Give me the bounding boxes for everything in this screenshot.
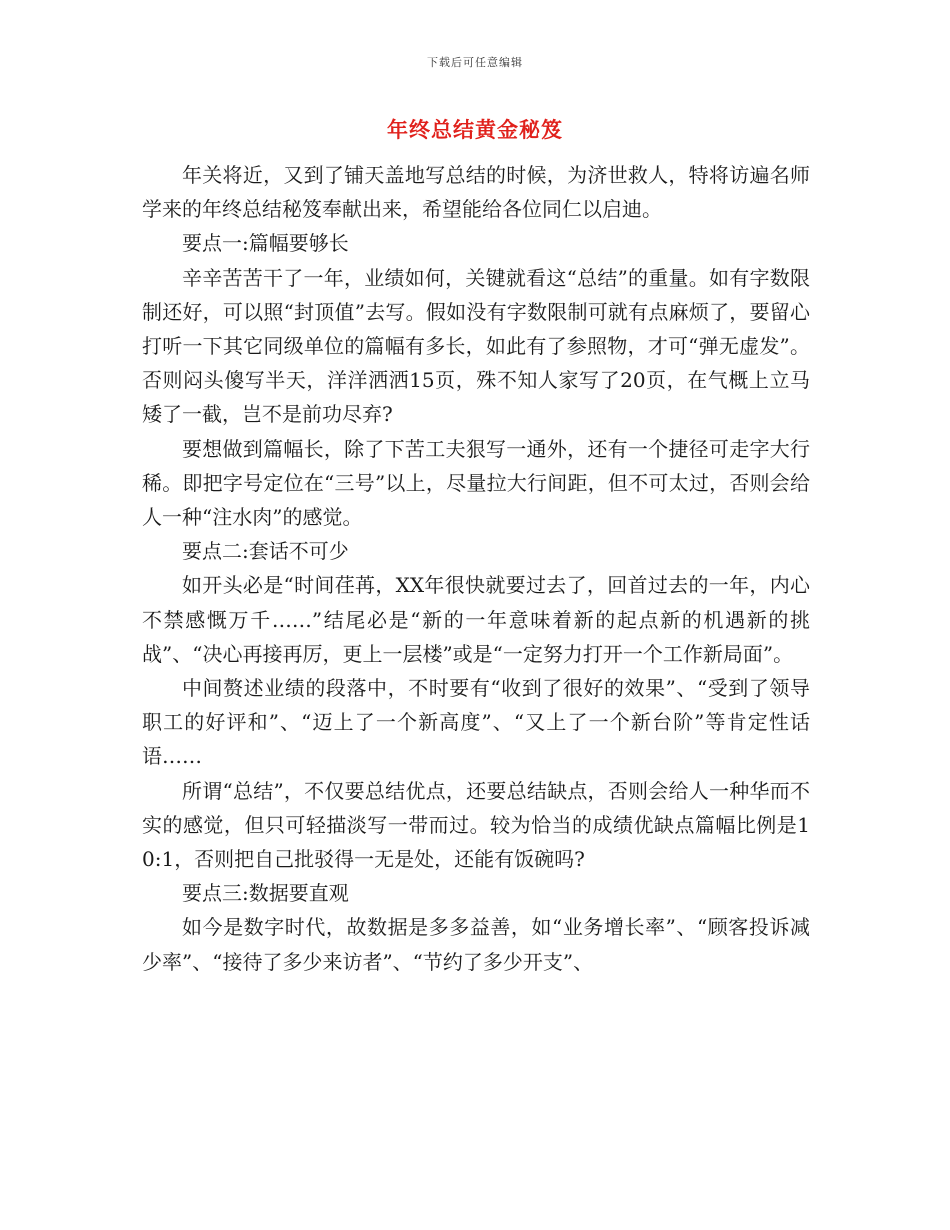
document-body (142, 158, 810, 979)
section-heading-1: 要点一:篇幅要够长 (182, 231, 349, 256)
paragraph-intro: 年关将近，又到了铺天盖地写总结的时候，为济世救人，特将访遍名师学来的年终总结秘笈奉献出来，希望能给各位同仁以启迪。 (142, 163, 810, 222)
paragraph: 要想做到篇幅长，除了下苦工夫狠写一通外，还有一个捷径可走字大行稀。即把字号定位在“三号”以上，尽量拉大行间距，但不可太过，否则会给人一种“注水肉”的感觉。 (142, 436, 810, 530)
paragraph: 中间赘述业绩的段落中，不时要有“收到了很好的效果”、“受到了领导职工的好评和”、“迈上了一个新高度”、“又上了一个新台阶”等肯定性话语…… (142, 676, 810, 769)
section-heading-3: 要点三:数据要直观 (182, 881, 349, 906)
paragraph: 辛辛苦苦干了一年，业绩如何，关键就看这“总结”的重量。如有字数限制还好，可以照“封顶值”去写。假如没有字数限制可就有点麻烦了，要留心打听一下其它同级单位的篇幅有多长，如此有了参照物，才可“弹无虚发”。否则闷头傻写半天，洋洋洒洒15页，殊不知人家写了20页，在气概上立马矮了一截，岂不是前功尽弃? (142, 265, 810, 427)
paragraph: 如开头必是“时间荏苒，XX年很快就要过去了，回首过去的一年，内心不禁感慨万千……”结尾必是“新的一年意味着新的起点新的机遇新的挑战”、“决心再接再厉，更上一层楼”或是“一定努力打开一个工作新局面”。 (142, 573, 810, 666)
page-title: 年终总结黄金秘笈 (387, 117, 563, 142)
paragraph: 如今是数字时代，故数据是多多益善，如“业务增长率”、“顾客投诉减少率”、“接待了多少来访者”、“节约了多少开支”、 (142, 915, 810, 974)
header-note: 下载后可任意编辑 (427, 56, 523, 69)
paragraph: 所谓“总结”，不仅要总结优点，还要总结缺点，否则会给人一种华而不实的感觉，但只可轻描淡写一带而过。较为恰当的成绩优缺点篇幅比例是10:1，否则把自己批驳得一无是处，还能有饭碗吗? (142, 778, 810, 872)
section-heading-2: 要点二:套话不可少 (182, 539, 349, 564)
